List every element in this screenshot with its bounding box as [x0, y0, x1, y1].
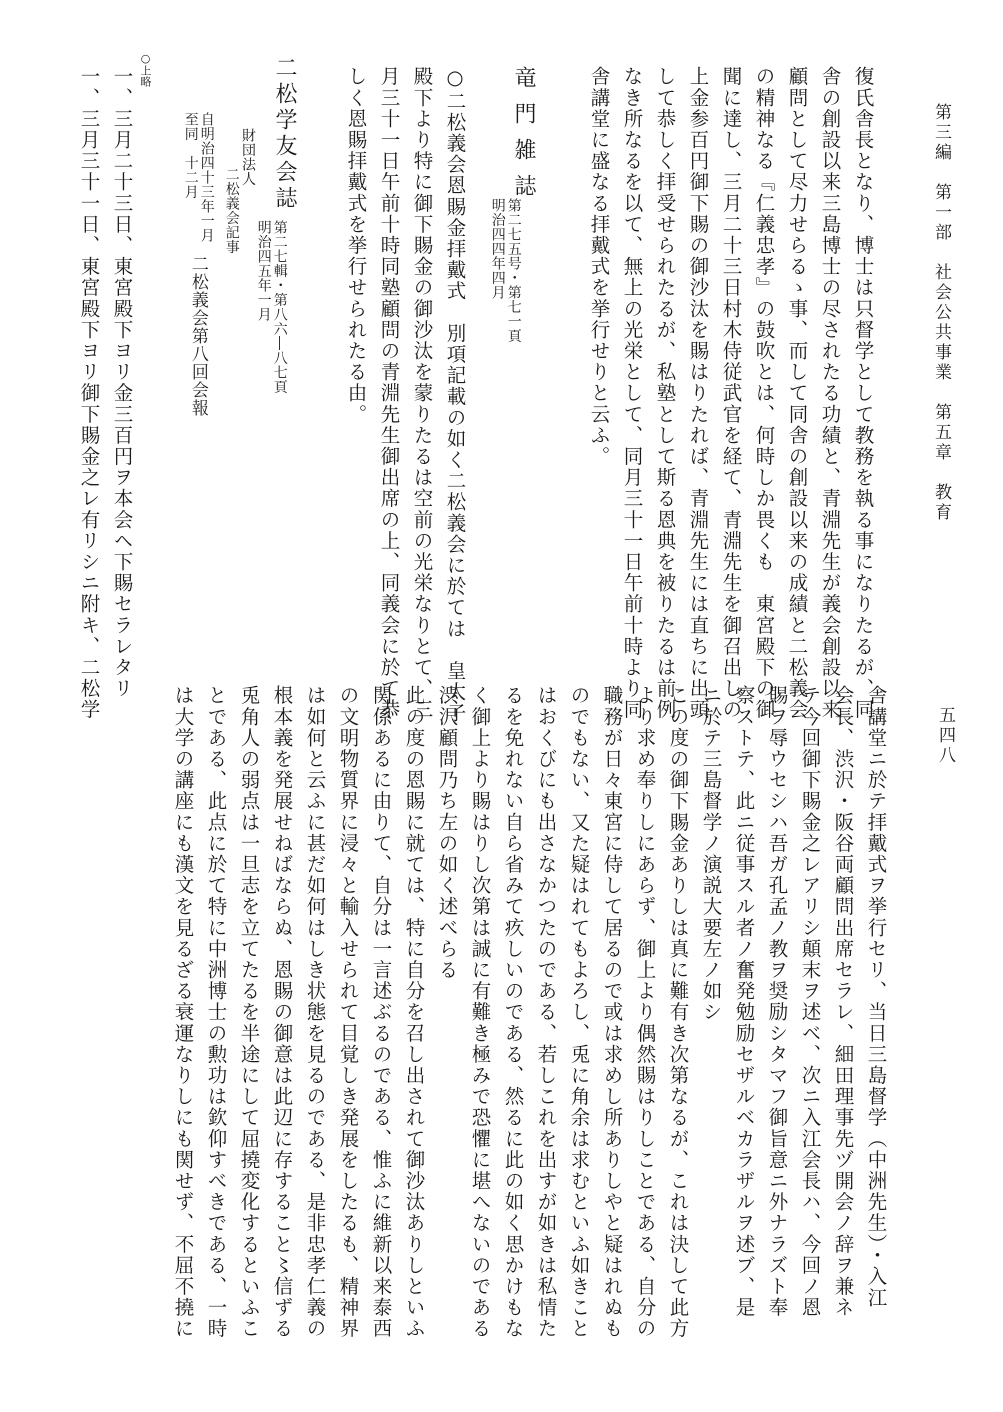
lower-paragraph-line: 根本義を発展せねばならぬ、恩賜の御意は此辺に存すること〻信ずる [270, 685, 294, 1340]
lower-paragraph-line: 兎角人の弱点は一旦志を立てたるを半途にして屈撓変化するといふこ [237, 685, 261, 1340]
period-to: 至同 十二月 [182, 112, 199, 199]
lower-paragraph-line: 関係あるに由りて、自分は一言述ぶるのである、惟ふに維新以来泰西 [369, 685, 393, 1340]
journal-title-nisho: 二松学友会誌 [272, 56, 297, 212]
upper-paragraph-line: 舎講堂に盛なる拝戴式を挙行せりと云ふ。 [587, 66, 611, 467]
journal-date: 明治四四年四月 [489, 198, 506, 300]
lower-paragraph-line: 職務が日々東宮に侍して居るので或は求めし所ありしやと疑はれぬも [600, 685, 624, 1340]
page-number: 五四八 [935, 706, 955, 766]
running-head: 第三編 第一部 社会公共事業 第五章 教育 [931, 103, 951, 523]
upper-paragraph-line: 顧問として尽力せらるゝ事、而して同舎の創設以来の成績と二松義会 [785, 66, 809, 721]
lower-paragraph-line: より求め奉りしにあらず、御上より偶然賜はりしことである、自分の [633, 685, 657, 1340]
lower-paragraph-line: ニ於テ三島督学ノ演説大要左ノ如シ [699, 685, 723, 1023]
journal-title-ryumon: 竜門雑誌 [511, 66, 536, 210]
lower-paragraph-line: く御上より賜はりし次第は誠に有難き極みで恐懼に堪へないのである [468, 685, 492, 1340]
lower-paragraph-line: るを免れない自ら省みて疚しいのである、然るに此の如く思かけもな [501, 685, 525, 1340]
journal-date: 明治四五年一月 [255, 220, 272, 322]
journal-issue: 第二七輯・第八六―八七頁 [271, 220, 288, 394]
journal2-body-line: 一、三月三十一日、東宮殿下ヨリ御下賜金之レ有リシニ附キ、二松学 [77, 66, 101, 721]
omission-mark: ○上略 [139, 52, 152, 87]
upper-paragraph-line: 聞に達し、三月二十三日村木侍従武官を経て、青淵先生を御召出しの [719, 66, 743, 721]
upper-paragraph-line: の精神なる『仁義忠孝』の鼓吹とは、何時しか畏くも 東宮殿下の御 [752, 66, 776, 721]
upper-paragraph-line: して恭しく拝受せられたるが、私塾として斯る恩典を被りたるは前例 [653, 66, 677, 721]
upper-paragraph-line: なき所なるを以て、無上の光栄として、同月三十一日午前十時より同 [620, 66, 644, 721]
upper-paragraph-line: 舎の創設以来三島博士の尽されたる功績と、青淵先生が義会創設以来 [818, 66, 842, 721]
upper-paragraph-line: 上金参百円御下賜の御沙汰を賜はりたれば、青淵先生には直ちに出頭 [686, 66, 710, 721]
org-prefix: 財団法人 [240, 128, 256, 186]
lower-paragraph-line: の文明物質界に浸々と輸入せられて目覚しき発展をしたるも、精神界 [336, 685, 360, 1340]
lower-paragraph-line: は大学の講座にも漢文を見るざる衰運なりしにも関せず、不屈不撓に [171, 685, 195, 1340]
lower-paragraph-line: この度の御下賜金ありしは真に難有き次第なるが、これは決して此方 [666, 685, 690, 1340]
journal1-body-line: しく恩賜拝戴式を挙行せられたる由。 [344, 66, 368, 425]
lower-paragraph-line: はおくびにも出さなかつたのである、若しこれを出すが如きは私情た [534, 685, 558, 1340]
journal1-body-line: ○二松義会恩賜金拝戴式 別項記載の如く二松義会に於ては 皇太子 [443, 66, 467, 724]
lower-paragraph-line: は如何と云ふに甚だ如何はしき状態を見るのである、是非忠孝仁義の [303, 685, 327, 1340]
lower-paragraph-line: のでもない、又た疑はれてもよろし、兎に角余は求むといふ如きこと [567, 685, 591, 1340]
lower-paragraph-line: テ今回御下賜金之レアリシ顛末ヲ述ベ、次ニ入江会長ハ、今回ノ恩 [798, 685, 822, 1318]
org-name: 二松義会記事 [223, 167, 240, 254]
lower-paragraph-line: 賜ヲ辱ウセシハ吾ガ孔孟ノ教ヲ奨励シタマフ御旨意ニ外ナラズト奉 [765, 685, 789, 1318]
journal-issue: 第二七五号・第七一頁 [505, 198, 522, 343]
upper-paragraph-line: 復氏舎長となり、博士は只督学として教務を執る事になりたるが、同 [851, 66, 875, 721]
lower-paragraph-line: とである、此点に於て特に中洲博士の勲功は欽仰すべきである、一時 [204, 685, 228, 1340]
lower-paragraph-line: 渋沢顧問乃ち左の如く述べらる [435, 685, 459, 981]
lower-paragraph-line: 舎講堂ニ於テ拝戴式ヲ挙行セリ、当日三島督学（中洲先生）・入江 [864, 685, 888, 1309]
journal1-body-line: 殿下より特に御下賜金の御沙汰を蒙りたるは空前の光栄なりとて、三 [410, 66, 434, 721]
journal1-body-line: 月三十一日午前十時同塾顧問の青淵先生御出席の上、同義会に於て恭 [377, 66, 401, 721]
lower-paragraph-line: 此の度の恩賜に就ては、特に自分を召し出されて御沙汰ありしといふ [402, 685, 426, 1340]
journal2-body-line: 一、三月二十三日、東宮殿下ヨリ金三百円ヲ本会ヘ下賜セラレタリ [110, 66, 134, 699]
lower-paragraph-line: 会長、渋沢・阪谷両顧問出席セラレ、細田理事先ヅ開会ノ辞ヲ兼ネ [831, 685, 855, 1318]
report-title: 二松義会第八回会報 [187, 255, 208, 417]
period-from: 自明治四十三年一月 [198, 112, 215, 243]
lower-paragraph-line: 察ストテ、此ニ従事スル者ノ奮発勉励セザルベカラザルヲ述ブ、是 [732, 685, 756, 1318]
